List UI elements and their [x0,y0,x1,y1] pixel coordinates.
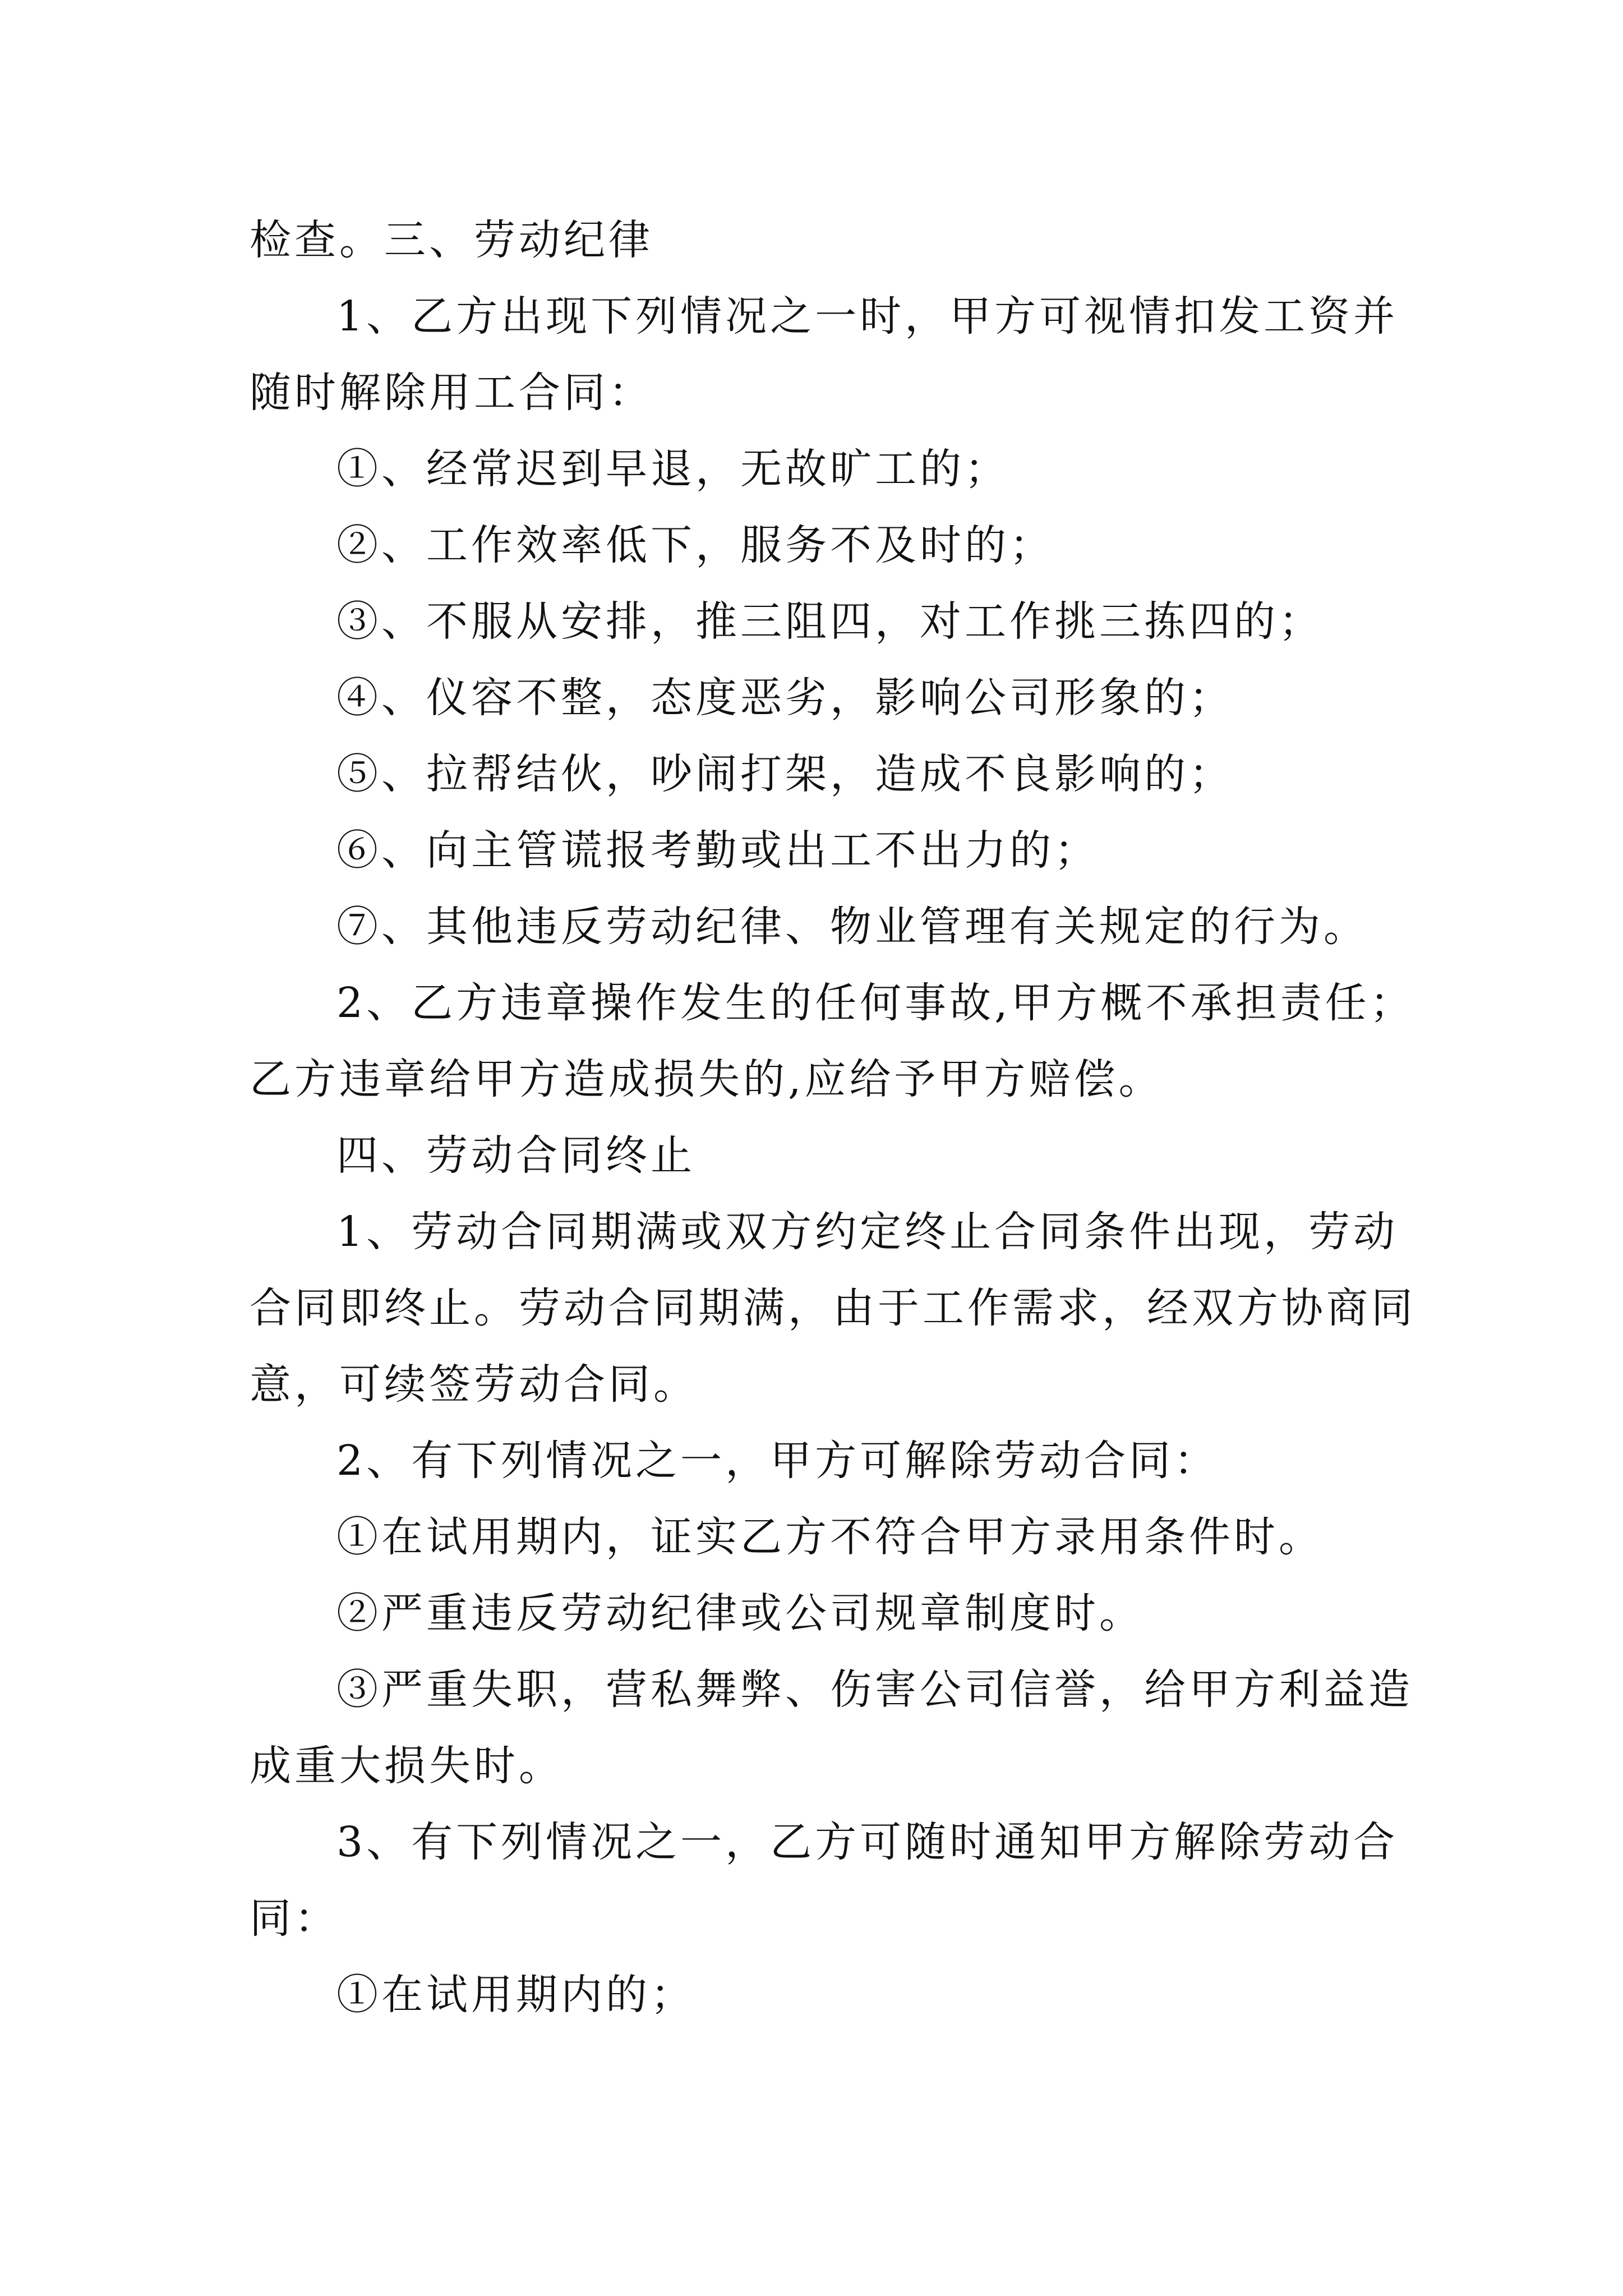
list-item: ③、不服从安排，推三阻四，对工作挑三拣四的； [336,597,1324,646]
text-line: 意，可续签劳动合同。 [250,1360,698,1409]
text-line: 1、乙方出现下列情况之一时，甲方可视情扣发工资并 [336,292,1399,341]
list-item: ①在试用期内，证实乙方不符合甲方录用条件时。 [336,1513,1324,1561]
list-item: ①在试用期内的； [336,1971,695,2019]
list-item: ⑦、其他违反劳动纪律、物业管理有关规定的行为。 [336,903,1368,951]
document-body [250,202,1416,2033]
list-item: ⑤、拉帮结伙，吵闹打架，造成不良影响的； [336,750,1234,798]
text-line: 1、劳动合同期满或双方约定终止合同条件出现，劳动 [336,1208,1399,1256]
text-line: 乙方违章给甲方造成损失的,应给予甲方赔偿。 [250,1055,1164,1103]
text-line: 3、有下列情况之一，乙方可随时通知甲方解除劳动合 [336,1818,1399,1866]
text-line: 随时解除用工合同： [250,369,653,417]
section-heading: 四、劳动合同终止 [336,1131,695,1180]
list-item: ②、工作效率低下，服务不及时的； [336,521,1054,569]
text-line: 2、有下列情况之一，甲方可解除劳动合同： [336,1437,1219,1485]
list-item: ①、经常迟到早退，无故旷工的； [336,445,1009,493]
list-item: ④、仪容不整，态度恶劣，影响公司形象的； [336,674,1234,722]
text-line: 检查。三、劳动纪律 [250,216,653,264]
text-line: 同： [250,1894,339,1943]
list-item: ③严重失职，营私舞弊、伤害公司信誉，给甲方利益造 [336,1665,1413,1714]
text-line: 成重大损失时。 [250,1742,564,1790]
list-item: ②严重违反劳动纪律或公司规章制度时。 [336,1589,1144,1637]
text-line: 合同即终止。劳动合同期满，由于工作需求，经双方协商同 [250,1284,1416,1332]
list-item: ⑥、向主管谎报考勤或出工不出力的； [336,826,1099,875]
text-line: 2、乙方违章操作发生的任何事故,甲方概不承担责任； [336,979,1415,1027]
